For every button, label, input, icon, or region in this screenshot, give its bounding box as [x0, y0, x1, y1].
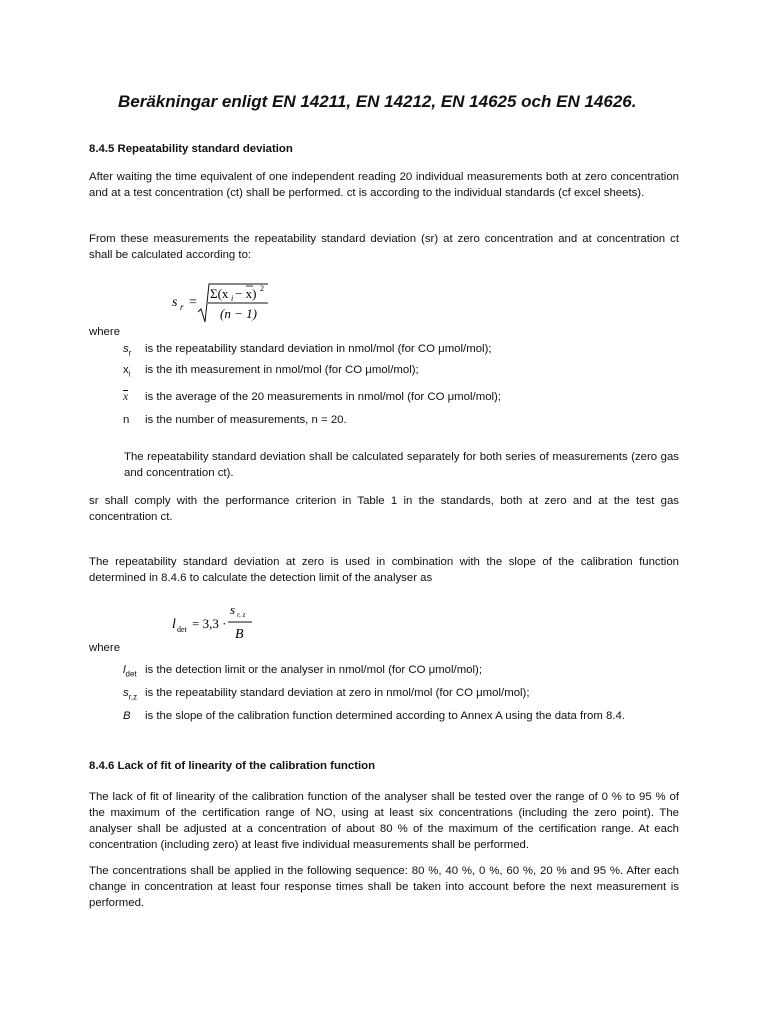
formula-ldet-num: s	[230, 602, 236, 617]
def-n: n is the number of measurements, n = 20.	[123, 414, 347, 426]
formula-sr-eq: =	[189, 295, 197, 310]
def-xbar: $\overline{x}$ is the average of the 20 measurements in nmol/mol (for CO μmol/mol);	[123, 391, 502, 403]
def-srz-text: is the repeatability standard deviation at zero in nmol/mol (for CO μmol/mol);	[145, 687, 530, 699]
page-title: Beräkningar enligt EN 14211, EN 14212, EN 14625 och EN 14626.	[118, 92, 637, 111]
section-heading-845: 8.4.5 Repeatability standard deviation	[89, 143, 293, 155]
def-xi: $x_i$ is the ith measurement in nmol/mol (for CO μmol/mol);	[123, 364, 419, 379]
paragraph-845-5: The repeatability standard deviation at zero is used in combination with the slope of the calibration function determined in 8.4.6 to calculate the detection limit of the analyser as	[89, 556, 679, 584]
formula-ldet-lhs: l	[172, 617, 176, 632]
formula-ldet	[172, 600, 282, 646]
def-b: B is the slope of the calibration function determined according to Annex A using the data from 8.4.	[123, 710, 625, 722]
formula-sr-lhs-sub: r	[180, 302, 184, 312]
def-ldet-text: is the detection limit or the analyser in nmol/mol (for CO μmol/mol);	[145, 664, 483, 676]
def-xbar-text: is the average of the 20 measurements in nmol/mol (for CO μmol/mol);	[145, 391, 502, 403]
paragraph-845-4: sr shall comply with the performance criterion in Table 1 in the standards, both at zero and at the test gas concentration ct.	[89, 495, 679, 523]
formula-sr-num: Σ(x	[210, 286, 229, 301]
def-srz: $s_{r,z}$ is the repeatability standard deviation at zero in nmol/mol (for CO μmol/mol);	[123, 687, 530, 702]
def-sr-text: is the repeatability standard deviation in nmol/mol (for CO μmol/mol);	[145, 343, 492, 355]
paragraph-845-2: From these measurements the repeatability standard deviation (sr) at zero concentration and at concentration ct shall be calculated according to:	[89, 233, 679, 261]
formula-sr	[168, 278, 288, 328]
formula-ldet-lhs-sub: det	[177, 625, 187, 634]
paragraph-846-2: The concentrations shall be applied in the following sequence: 80 %, 40 %, 0 %, 60 %, 20 % and 95 %. After each change in concentration at least four response times shall be taken into account before the next measurement is performed.	[89, 865, 679, 909]
def-b-text: is the slope of the calibration function determined according to Annex A using the data from 8.4.	[145, 710, 625, 722]
paragraph-846-1: The lack of fit of linearity of the calibration function of the analyser shall be tested over the range of 0 % to 95 % of the maximum of the certification range of NO, using at least six concentrations (including the zero point). The analyser shall be adjusted at a concentration of about 80 % of the maximum of the certification range. At each concentration (including zero) at least five individual measurements shall be performed.	[89, 791, 679, 851]
def-ldet: $l_{det}$ is the detection limit or the analyser in nmol/mol (for CO μmol/mol);	[123, 664, 483, 679]
formula-ldet-num-sub: r, z	[237, 611, 246, 619]
section-heading-846: 8.4.6 Lack of fit of linearity of the calibration function	[89, 760, 376, 772]
paragraph-845-3: The repeatability standard deviation shall be calculated separately for both series of measurements (zero gas and concentration ct).	[124, 451, 679, 479]
formula-ldet-den: B	[235, 627, 244, 642]
formula-sr-den: (n − 1)	[220, 306, 257, 321]
formula-sr-num-rest: − x)	[235, 286, 257, 301]
def-xi-text: is the ith measurement in nmol/mol (for CO μmol/mol);	[145, 364, 419, 376]
where-label-2: where	[89, 642, 121, 654]
formula-sr-num-sub: i	[231, 294, 234, 303]
where-label-1: where	[89, 326, 121, 338]
def-n-text: is the number of measurements, n = 20.	[145, 414, 347, 426]
formula-sr-num-sup: 2	[260, 284, 264, 293]
formula-sr-lhs: s	[172, 295, 178, 310]
def-sr: $s_r$ is the repeatability standard deviation in nmol/mol (for CO μmol/mol);	[123, 343, 492, 358]
paragraph-845-1: After waiting the time equivalent of one independent reading 20 individual measurements both at zero concentration and at a test concentration (ct) shall be performed. ct is according to the individual standards (cf excel sheets).	[89, 171, 679, 199]
formula-ldet-eq: = 3,3 ·	[192, 616, 227, 631]
